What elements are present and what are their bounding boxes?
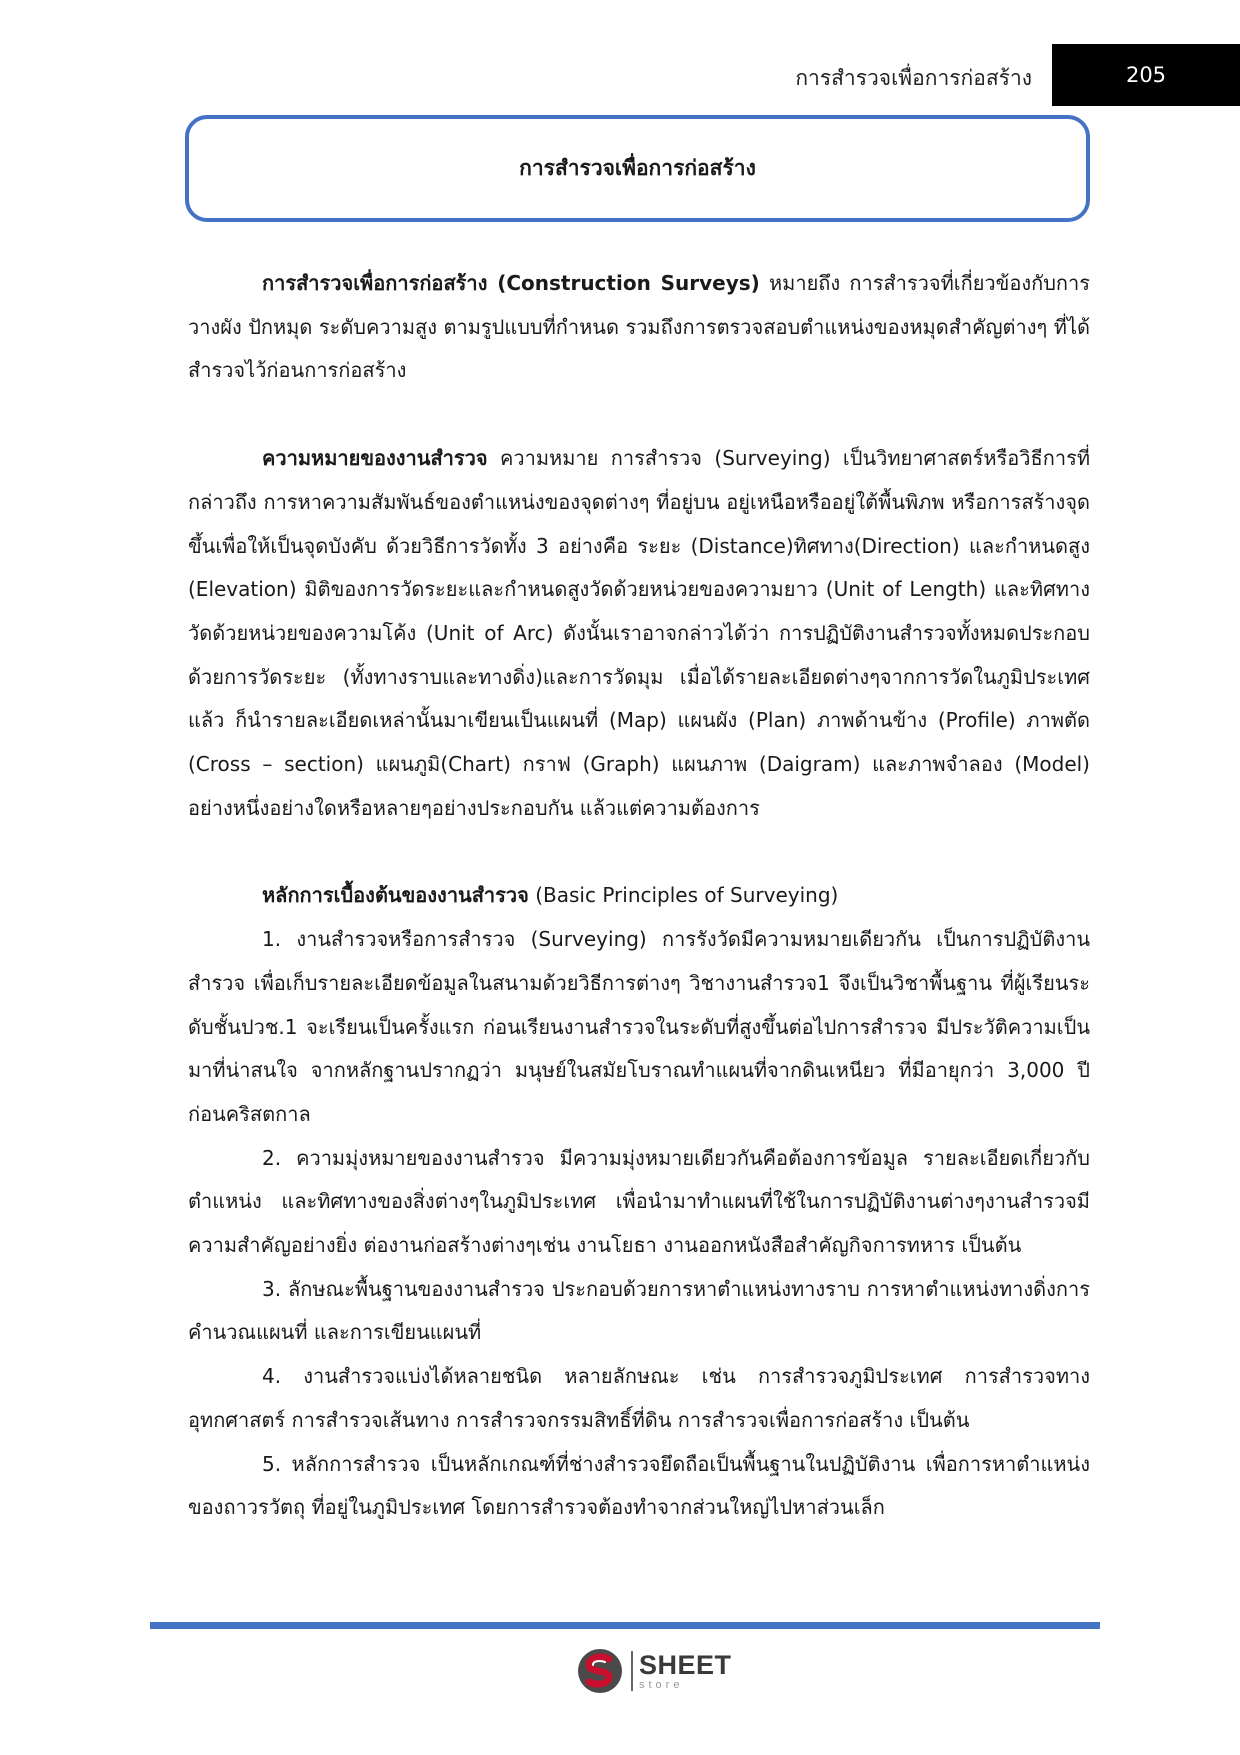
sheet-store-logo-icon xyxy=(575,1646,625,1696)
principles-heading-rest: (Basic Principles of Surveying) xyxy=(528,883,839,908)
chapter-title: การสำรวจเพื่อการก่อสร้าง xyxy=(519,156,756,180)
logo-sub-text: store xyxy=(639,1678,684,1691)
principle-item-5: 5. หลักการสำรวจ เป็นหลักเกณฑ์ที่ช่างสำรวจยึดถือเป็นพื้นฐานในปฏิบัติงาน เพื่อการหาตำแหน่งของถาวรวัตถุ ที่อยู่ในภูมิประเทศ โดยการสำรวจต้องทำจากส่วนใหญ่ไปหาส่วนเล็ก xyxy=(188,1451,1090,1520)
principle-item-3: 3. ลักษณะพื้นฐานของงานสำรวจ ประกอบด้วยการหาตำแหน่งทางราบ การหาตำแหน่งทางดิ่งการคำนวณแผนที่ และการเขียนแผนที่ xyxy=(188,1276,1090,1345)
logo-divider xyxy=(631,1651,633,1691)
intro-text: หมายถึง การสำรวจที่เกี่ยวข้องกับการวางผัง ปักหมุด ระดับความสูง ตามรูปแบบที่กำหนด รวมถึงการตรวจสอบตำแหน่งของหมุดสำคัญต่างๆ ที่ได้สำรวจไว้ก่อนการก่อสร้าง xyxy=(188,271,1090,383)
running-header-title: การสำรวจเพื่อการก่อสร้าง xyxy=(795,66,1032,90)
meaning-paragraph xyxy=(188,437,1090,830)
principle-item-4: 4. งานสำรวจแบ่งได้หลายชนิด หลายลักษณะ เช่น การสำรวจภูมิประเทศ การสำรวจทางอุทกศาสตร์ การสำรวจเส้นทาง การสำรวจกรรมสิทธิ์ที่ดิน การสำรวจเพื่อการก่อสร้าง เป็นต้น xyxy=(188,1364,1090,1432)
footer-divider xyxy=(150,1622,1100,1629)
principle-item-2: 2. ความมุ่งหมายของงานสำรวจ มีความมุ่งหมายเดียวกันคือต้องการข้อมูล รายละเอียดเกี่ยวกับตำแหน่ง และทิศทางของสิ่งต่างๆในภูมิประเทศ เพื่อนำมาทำแผนที่ใช้ในการปฏิบัติงานต่างๆงานสำรวจมีความสำคัญอย่างยิ่ง ต่องานก่อสร้างต่างๆเช่น งานโยธา งานออกหนังสือสำคัญกิจการทหาร เป็นต้น xyxy=(188,1145,1090,1258)
principle-item-1: 1. งานสำรวจหรือการสำรวจ (Surveying) การรังวัดมีความหมายเดียวกัน เป็นการปฏิบัติงานสำรวจ เพื่อเก็บรายละเอียดข้อมูลในสนามด้วยวิธีการต่างๆ วิชางานสำรวจ1 จึงเป็นวิชาพื้นฐาน ที่ผู้เรียนระดับชั้นปวช.1 จะเรียนเป็นครั้งแรก ก่อนเรียนงานสำรวจในระดับที่สูงขึ้นต่อไปการสำรวจ มีประวัติความเป็นมาที่น่าสนใจ จากหลักฐานปรากฏว่า มนุษย์ในสมัยโบราณทำแผนที่จากดินเหนียว ที่มีอายุกว่า 3,000 ปีก่อนคริสตกาล xyxy=(188,927,1090,1126)
meaning-text: ความหมาย การสำรวจ (Surveying) เป็นวิทยาศาสตร์หรือวิธีการที่กล่าวถึง การหาความสัมพันธ์ของตำแหน่งของจุดต่างๆ ที่อยู่บน อยู่เหนือหรืออยู่ใต้พื้นพิภพ หรือการสร้างจุดขึ้นเพื่อให้เป็นจุดบังคับ ด้วยวิธีการวัดทั้ง 3 อย่างคือ ระยะ (Distance)ทิศทาง(Direction) และกำหนดสูง (Elevation) มิติของการวัดระยะและกำหนดสูงวัดด้วยหน่วยของความยาว (Unit of Length) และทิศทางวัดด้วยหน่วยของความโค้ง (Unit of Arc) ดังนั้นเราอาจกล่าวได้ว่า การปฏิบัติงานสำรวจทั้งหมดประกอบด้วยการวัดระยะ (ทั้งทางราบและทางดิ่ง)และการวัดมุม เมื่อได้รายละเอียดต่างๆจากการวัดในภูมิประเทศแล้ว ก็นำรายละเอียดเหล่านั้นมาเขียนเป็นแผนที่ (Map) แผนผัง (Plan) ภาพด้านข้าง (Profile) ภาพตัด (Cross – section) แผนภูมิ(Chart) กราฟ (Graph) แผนภาพ (Daigram) และภาพจำลอง (Model) อย่างหนึ่งอย่างใดหรือหลายๆอย่างประกอบกัน แล้วแต่ความต้องการ xyxy=(188,446,1090,820)
page-number: 205 xyxy=(1052,44,1240,106)
principles-heading xyxy=(188,874,1090,918)
sheet-store-logo xyxy=(575,1645,732,1697)
logo-text xyxy=(639,1649,732,1691)
intro-paragraph xyxy=(188,262,1090,393)
principles-heading-bold: หลักการเบื้องต้นของงานสำรวจ xyxy=(262,883,529,908)
document-body xyxy=(188,262,1090,1530)
intro-term: การสำรวจเพื่อการก่อสร้าง (Construction Surveys) xyxy=(262,271,760,295)
meaning-term: ความหมายของงานสำรวจ xyxy=(262,446,488,471)
chapter-title-box xyxy=(185,115,1090,222)
logo-main-text: SHEET xyxy=(639,1649,732,1680)
